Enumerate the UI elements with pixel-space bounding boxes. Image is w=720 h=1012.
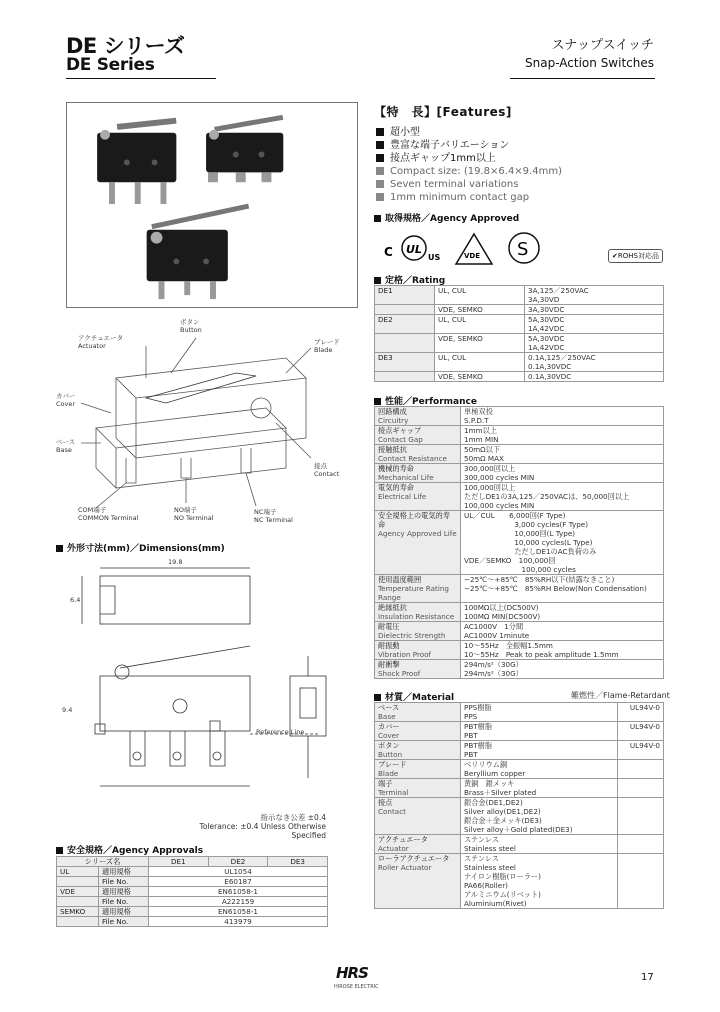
perf-label-jp: 絶縁抵抗 [378,603,407,612]
table-row [375,511,664,575]
material-label-jp: ベース [378,703,400,712]
table-row [57,907,328,917]
rating-series: DE2 [375,315,435,334]
performance-heading: 性能／Performance [374,394,477,407]
perf-label-en: Shock Proof [378,669,421,678]
approvals-field: 適用規格 [99,887,149,897]
feature-item: 1mm minimum contact gap [374,191,562,204]
perf-label [375,641,461,660]
label-contact: 接点 Contact [314,462,340,478]
approvals-col-header: DE3 [268,857,328,867]
perf-label-en: Temperature Rating Range [378,584,449,602]
cul-c-text: C [384,245,393,259]
approvals-field: File No. [99,917,149,927]
material-heading: 材質／Material [374,690,454,703]
perf-value: 1mm以上 1mm MIN [461,426,664,445]
perf-label-jp: 機械的寿命 [378,464,414,473]
material-label-en: Contact [378,807,406,816]
material-label-jp: ローラアクチュエータ [378,854,450,863]
material-label [375,779,461,798]
perf-label-en: Vibration Proof [378,650,432,659]
label-base: ベース Base [56,438,76,454]
switch-photo-illustration [67,103,357,307]
cul-us-logo [384,236,440,262]
table-row [375,741,664,760]
table-row [375,464,664,483]
feature-item: Seven terminal variations [374,178,562,191]
perf-label [375,445,461,464]
vde-logo [456,234,492,264]
table-row [375,660,664,679]
material-label [375,722,461,741]
material-label [375,760,461,779]
table-row [57,897,328,907]
perf-label-jp: 電気的寿命 [378,483,414,492]
perf-label [375,622,461,641]
label-no-terminal: NO端子 NO Terminal [174,506,214,522]
rating-agency: UL, CUL [435,353,525,372]
feature-item: 接点ギャップ1mm以上 [374,152,562,165]
material-flame-rating [618,854,664,909]
material-flame-rating [618,760,664,779]
material-flame-rating [618,798,664,835]
material-flame-rating: UL94V-0 [618,703,664,722]
label-blade: ブレード Blade [314,338,340,354]
approvals-col-header: シリーズ名 [57,857,149,867]
perf-label-en: Circuitry [378,416,409,425]
table-row [57,867,328,877]
table-row [375,407,664,426]
page-title-en: DE Series [66,55,155,75]
approvals-agency: SEMKO [57,907,99,917]
material-flame-rating [618,779,664,798]
material-flame-rating [618,835,664,854]
rating-value: 3A,30VDC [525,305,664,315]
perf-label-jp: 耐電圧 [378,622,400,631]
approvals-value: UL1054 [149,867,328,877]
perf-label-jp: 使用温度範囲 [378,575,422,584]
hrs-logo-sub: HIROSE ELECTRIC [334,984,379,990]
perf-label-jp: 接点ギャップ [378,426,422,435]
material-label-en: Terminal [378,788,409,797]
material-label-jp: ボタン [378,741,400,750]
material-label [375,835,461,854]
table-row [375,575,664,603]
table-row [57,917,328,927]
material-label-jp: ブレード [378,760,407,769]
approvals-value: A222159 [149,897,328,907]
perf-label-jp: 回路構成 [378,407,407,416]
hrs-logo: HRS [336,964,368,982]
approvals-field: 適用規格 [99,907,149,917]
material-label [375,741,461,760]
perf-value: 10〜55Hz 全振幅1.5mm 10〜55Hz Peak to peak amplitude 1.5mm [461,641,664,660]
material-label-jp: 接点 [378,798,393,807]
rating-series: DE3 [375,353,435,372]
table-row [375,372,664,382]
rating-series [375,305,435,315]
dimension-drawing [60,556,340,811]
header-rule-right [510,78,655,79]
approvals-agency [57,897,99,907]
approvals-value: 413979 [149,917,328,927]
table-row [375,445,664,464]
table-row [375,305,664,315]
approvals-col-header: DE2 [208,857,268,867]
vde-text: VDE [464,252,481,260]
perf-value: UL／CUL 6,000回(F Type) 3,000 cycles(F Type) 10,000回(L Type) 10,000 cycles(L Type) ただしDE1のAC負荷のみ VDE／SEMKO 100,000回 100,000 cycles [461,511,664,575]
perf-label-jp: 耐振動 [378,641,400,650]
rating-series [375,372,435,382]
features-heading: 【特 長】[Features] [374,105,512,119]
perf-label [375,511,461,575]
rating-table [374,285,664,382]
exploded-diagram [56,318,361,533]
table-row [375,854,664,909]
header-rule [66,78,216,79]
material-value: PPS樹脂 PPS [461,703,618,722]
rating-heading: 定格／Rating [374,273,445,286]
ul-text: UL [406,243,422,256]
dimensions-heading: 外形寸法(mm)／Dimensions(mm) [56,541,225,554]
table-row [375,760,664,779]
table-row [375,334,664,353]
material-label-jp: アクチュエータ [378,835,428,844]
perf-label [375,575,461,603]
rohs-badge: ✔ROHS対応品 [608,249,663,263]
material-flame-rating: UL94V-0 [618,722,664,741]
material-value: 銀合金(DE1,DE2) Silver alloy(DE1,DE2) 銀合金＋金メッキ(DE3) Silver alloy＋Gold plated(DE3) [461,798,618,835]
label-cover: カバー Cover [56,392,76,408]
perf-value: 300,000回以上 300,000 cycles MIN [461,464,664,483]
material-table [374,702,664,909]
table-row [375,703,664,722]
material-label-en: Cover [378,731,400,740]
table-row [375,798,664,835]
approvals-col-header: DE1 [149,857,209,867]
perf-value: AC1000V 1分間 AC1000V 1minute [461,622,664,641]
table-row [375,286,664,305]
material-label-en: Base [378,712,396,721]
table-row [375,426,664,445]
approvals-field: File No. [99,897,149,907]
rating-agency: VDE, SEMKO [435,334,525,353]
rating-agency: UL, CUL [435,286,525,305]
table-row [375,353,664,372]
perf-label-en: Insulation Resistance [378,612,455,621]
perf-label-en: Electrical Life [378,492,427,501]
perf-label-en: Contact Gap [378,435,423,444]
material-label [375,798,461,835]
us-text: US [428,253,441,262]
approvals-value: EN61058-1 [149,887,328,897]
feature-item: 豊富な端子バリエーション [374,139,562,152]
table-row [375,779,664,798]
table-row [375,722,664,741]
switch-1 [97,118,176,204]
dim-width: 6.4 [70,596,81,604]
material-value: 黄銅 銀メッキ Brass＋Silver plated [461,779,618,798]
perf-label [375,426,461,445]
material-label-en: Actuator [378,844,409,853]
dim-height: 9.4 [62,706,73,714]
rating-value: 5A,30VDC 1A,42VDC [525,334,664,353]
approvals-value: E60187 [149,877,328,887]
perf-value: −25℃〜+85℃ 85%RH以下(結露なきこと) −25℃〜+85℃ 85%RH Below(Non Condensation) [461,575,664,603]
material-flame-rating: UL94V-0 [618,741,664,760]
perf-label-jp: 安全規格上の電気的寿命 [378,511,450,529]
perf-label-en: Agency Approved Life [378,529,457,538]
reference-line-label: Reference Line [256,728,305,736]
label-button: ボタン Button [180,318,202,334]
flame-retardant-note: 難燃性／Flame-Retardant [571,691,670,700]
feature-item: Compact size: (19.8×6.4×9.4mm) [374,165,562,178]
table-header-row [57,857,328,867]
material-label [375,703,461,722]
label-com-terminal: COM端子 COMMON Terminal [78,506,139,522]
semko-logo [509,233,539,263]
rating-value: 0.1A,30VDC [525,372,664,382]
table-row [375,483,664,511]
table-row [57,887,328,897]
perf-label [375,407,461,426]
approvals-agency: UL [57,867,99,877]
feature-item: 超小型 [374,126,562,139]
tolerance-note: 指示なき公差 ±0.4 Tolerance: ±0.4 Unless Otherwise Specified [199,813,326,840]
perf-value: 294m/s²（30G） 294m/s²（30G） [461,660,664,679]
page-number: 17 [641,972,654,983]
approvals-field: File No. [99,877,149,887]
dim-length: 19.8 [168,558,183,566]
table-row [375,603,664,622]
rating-value: 3A,125／250VAC 3A,30VD [525,286,664,305]
product-photo [66,102,358,308]
perf-label [375,483,461,511]
agency-approved-heading: 取得規格／Agency Approved [374,211,519,224]
table-row [375,315,664,334]
table-row [375,641,664,660]
switch-3 [147,204,250,299]
material-label-jp: カバー [378,722,400,731]
material-value: PBT樹脂 PBT [461,741,618,760]
perf-label [375,603,461,622]
perf-value: 100,000回以上 ただしDE1の3A,125／250VACは、50,000回以上 100,000 cycles MIN [461,483,664,511]
rating-agency: VDE, SEMKO [435,305,525,315]
rating-series: DE1 [375,286,435,305]
features-list [374,126,562,204]
approvals-table [56,856,328,927]
label-actuator: アクチュエータ Actuator [78,334,124,350]
perf-label-en: Dielectric Strength [378,631,446,640]
perf-value: 100MΩ以上(DC500V) 100MΩ MIN(DC500V) [461,603,664,622]
perf-label [375,464,461,483]
approvals-field: 適用規格 [99,867,149,877]
rating-agency: UL, CUL [435,315,525,334]
rating-value: 0.1A,125／250VAC 0.1A,30VDC [525,353,664,372]
approvals-agency: VDE [57,887,99,897]
semko-text: S [517,239,529,260]
perf-label-en: Mechanical Life [378,473,434,482]
table-row [57,877,328,887]
material-label-en: Blade [378,769,399,778]
rating-value: 5A,30VDC 1A,42VDC [525,315,664,334]
material-label-jp: 端子 [378,779,393,788]
page-subtitle-jp: スナップスイッチ [551,38,654,53]
rating-agency: VDE, SEMKO [435,372,525,382]
material-value: ベリリウム銅 Beryllium copper [461,760,618,779]
perf-value: 単極双投 S.P.D.T [461,407,664,426]
material-label-en: Button [378,750,403,759]
approvals-agency [57,877,99,887]
page-subtitle-en: Snap-Action Switches [525,56,654,70]
table-row [375,835,664,854]
material-value: ステンレス Stainless steel [461,835,618,854]
perf-label-jp: 接触抵抗 [378,445,407,454]
approvals-heading: 安全規格／Agency Approvals [56,843,203,856]
material-label [375,854,461,909]
table-row [375,622,664,641]
label-nc-terminal: NC端子 NC Terminal [254,508,293,524]
perf-value: 50mΩ以下 50mΩ MAX [461,445,664,464]
material-value: ステンレス Stainless steel ナイロン樹脂(ローラー) PA66(Roller) アルミニウム(リベット) Aluminium(Rivet) [461,854,618,909]
page-title-jp: DE シリーズ [66,34,185,58]
rating-series [375,334,435,353]
performance-table [374,406,664,679]
switch-2 [206,115,283,182]
approvals-value: EN61058-1 [149,907,328,917]
perf-label-en: Contact Resistance [378,454,447,463]
perf-label [375,660,461,679]
approvals-agency [57,917,99,927]
perf-label-jp: 耐衝撃 [378,660,400,669]
material-label-en: Roller Actuator [378,863,432,872]
material-value: PBT樹脂 PBT [461,722,618,741]
